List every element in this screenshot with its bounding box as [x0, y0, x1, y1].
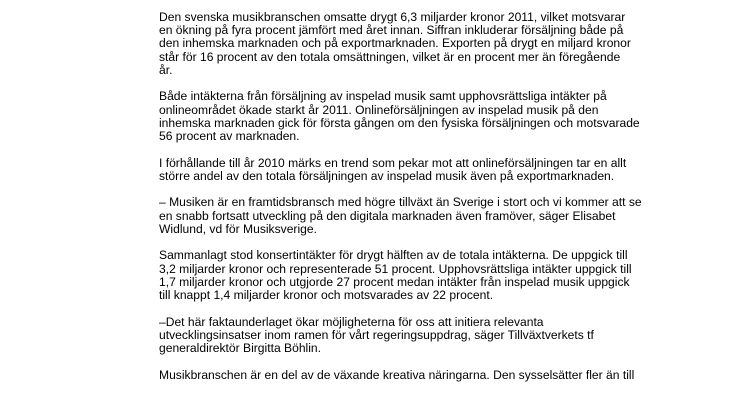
text-line: en snabb fortsatt utveckling på den digitala marknaden även framöver, säger Elisabet — [159, 208, 616, 223]
text-line: Både intäkterna från försäljning av inspelad musik samt upphovsrättsliga intäkter på — [159, 89, 607, 104]
paragraph-5 — [159, 249, 679, 302]
text-line: I förhållande till år 2010 märks en trend som pekar mot att onlineförsäljningen tar en allt — [159, 155, 627, 170]
text-line: den inhemska marknaden och på exportmarknaden. Exporten på drygt en miljard kronor — [159, 36, 631, 51]
text-line: står för 16 procent av den totala omsättningen, vilket är en procent mer än föregående — [159, 49, 621, 64]
text-line: 1,7 miljarder kronor och utgjorde 27 procent medan intäkter från inspelad musik uppgick — [159, 274, 630, 289]
text-line: år. — [159, 62, 173, 77]
paragraph-6 — [159, 316, 679, 356]
text-line: –Det här faktaunderlaget ökar möjligheterna för oss att initiera relevanta — [159, 314, 544, 329]
paragraph-2 — [159, 90, 679, 143]
paragraph-3 — [159, 157, 679, 183]
document-body — [159, 11, 679, 395]
text-line: större andel av den totala försäljningen av inspelad musik även på exportmarknaden. — [159, 168, 615, 183]
text-line: onlineområdet ökade starkt år 2011. Onlineförsäljningen av inspelad musik på den — [159, 102, 599, 117]
paragraph-7 — [159, 369, 679, 382]
text-line: utvecklingsinsatser inom ramen för vårt regeringsuppdrag, säger Tillväxtverkets tf — [159, 327, 594, 342]
text-line: – Musiken är en framtidsbransch med högre tillväxt än Sverige i stort och vi kommer att se — [159, 195, 642, 210]
paragraph-1 — [159, 11, 679, 77]
text-line: 3,2 miljarder kronor och representerade 51 procent. Upphovsrättsliga intäkter uppgick till — [159, 261, 632, 276]
text-line: 56 procent av marknaden. — [159, 129, 300, 144]
text-line: Musikbranschen är en del av de växande kreativa näringarna. Den sysselsätter fler än till — [159, 367, 635, 382]
text-line: Sammanlagt stod konsertintäkter för drygt hälften av de totala intäkterna. De uppgick till — [159, 248, 628, 263]
paragraph-4 — [159, 196, 679, 236]
text-line: Den svenska musikbranschen omsatte drygt 6,3 miljarder kronor 2011, vilket motsvarar — [159, 10, 626, 24]
text-line: Widlund, vd för Musiksverige. — [159, 221, 317, 236]
text-line: till knappt 1,4 miljarder kronor och motsvarades av 22 procent. — [159, 288, 494, 303]
text-line: en ökning på fyra procent jämfört med året innan. Siffran inkluderar försäljning både på — [159, 23, 624, 38]
text-line: generaldirektör Birgitta Böhlin. — [159, 341, 322, 356]
text-line: inhemska marknaden gick för första gången om den fysiska försäljningen och motsvarade — [159, 115, 640, 130]
